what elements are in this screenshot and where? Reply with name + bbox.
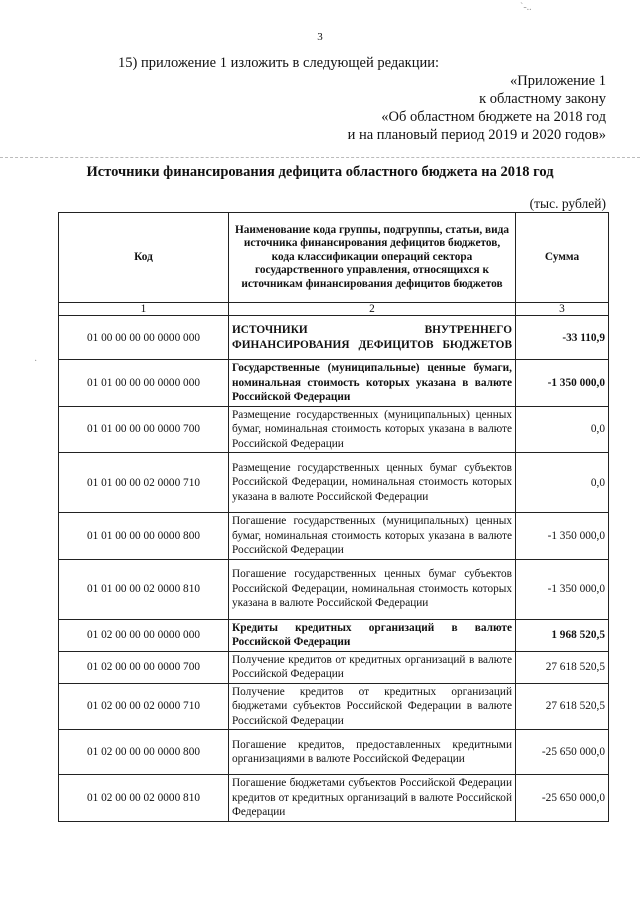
row-code: 01 01 00 00 02 0000 710 <box>59 453 229 513</box>
row-amount: 0,0 <box>516 453 609 513</box>
row-amount: -1 350 000,0 <box>516 360 609 407</box>
row-code: 01 02 00 00 02 0000 810 <box>59 775 229 822</box>
row-code: 01 00 00 00 00 0000 000 <box>59 316 229 360</box>
page-number: 3 <box>317 31 323 43</box>
table-row <box>59 316 609 360</box>
column-number: 2 <box>229 303 516 316</box>
row-amount: -1 350 000,0 <box>516 513 609 560</box>
row-name: Кредиты кредитных организаций в валюте Российской Федерации <box>229 619 516 651</box>
table-row <box>59 406 609 453</box>
row-code: 01 01 00 00 00 0000 800 <box>59 513 229 560</box>
intro-text: 15) приложение 1 изложить в следующей редакции: <box>118 55 440 71</box>
table-row <box>59 559 609 619</box>
row-name: Погашение государственных ценных бумаг субъектов Российской Федерации, номинальная стоимость которых указана в валюте Российской Федерации <box>229 559 516 619</box>
row-name: Получение кредитов от кредитных организаций бюджетами субъектов Российской Федерации в валюте Российской Федерации <box>229 683 516 730</box>
column-number: 1 <box>59 303 229 316</box>
table-row <box>59 619 609 651</box>
appendix-line: «Об областном бюджете на 2018 год <box>381 109 606 125</box>
column-number-row <box>59 303 609 316</box>
table-row <box>59 651 609 683</box>
row-amount: -25 650 000,0 <box>516 730 609 775</box>
row-code: 01 02 00 00 00 0000 800 <box>59 730 229 775</box>
scan-speck: ˋ-.. <box>520 2 532 13</box>
row-name: Погашение бюджетами субъектов Российской Федерации кредитов от кредитных организаций в валюте Российской Федерации <box>229 775 516 822</box>
table-row <box>59 513 609 560</box>
row-amount: 1 968 520,5 <box>516 619 609 651</box>
appendix-reference <box>348 72 606 144</box>
scan-divider <box>0 157 640 158</box>
table-header-row <box>59 213 609 303</box>
row-amount: 0,0 <box>516 406 609 453</box>
table-row <box>59 683 609 730</box>
row-code: 01 02 00 00 02 0000 710 <box>59 683 229 730</box>
row-name: ИСТОЧНИКИ ВНУТРЕННЕГО ФИНАНСИРОВАНИЯ ДЕФИЦИТОВ БЮДЖЕТОВ <box>229 316 516 360</box>
row-code: 01 01 00 00 02 0000 810 <box>59 559 229 619</box>
row-code: 01 01 00 00 00 0000 700 <box>59 406 229 453</box>
header-amount: Сумма <box>516 213 609 303</box>
scan-speck: · <box>34 356 38 367</box>
row-code: 01 01 00 00 00 0000 000 <box>59 360 229 407</box>
table-row <box>59 775 609 822</box>
header-name: Наименование кода группы, подгруппы, статьи, вида источника финансирования дефицитов бюджетов, кода классификации операций сектора государственного управления, относящихся к источникам финансирования дефицитов бюджетов <box>229 213 516 303</box>
units-label: (тыс. рублей) <box>529 196 606 211</box>
funding-sources-table <box>58 212 609 822</box>
header-code: Код <box>59 213 229 303</box>
row-amount: -25 650 000,0 <box>516 775 609 822</box>
row-name: Погашение кредитов, предоставленных кредитными организациями в валюте Российской Федерации <box>229 730 516 775</box>
row-code: 01 02 00 00 00 0000 700 <box>59 651 229 683</box>
appendix-line: к областному закону <box>479 91 606 107</box>
row-amount: -1 350 000,0 <box>516 559 609 619</box>
row-amount: -33 110,9 <box>516 316 609 360</box>
row-amount: 27 618 520,5 <box>516 683 609 730</box>
table-row <box>59 453 609 513</box>
appendix-line: «Приложение 1 <box>510 73 606 89</box>
row-name: Государственные (муниципальные) ценные бумаги, номинальная стоимость которых указана в валюте Российской Федерации <box>229 360 516 407</box>
document-title: Источники финансирования дефицита областного бюджета на 2018 год <box>86 164 554 180</box>
column-number: 3 <box>516 303 609 316</box>
row-amount: 27 618 520,5 <box>516 651 609 683</box>
appendix-line: и на плановый период 2019 и 2020 годов» <box>347 127 606 143</box>
row-name: Погашение государственных (муниципальных) ценных бумаг, номинальная стоимость которых указана в валюте Российской Федерации <box>229 513 516 560</box>
table-row <box>59 360 609 407</box>
row-code: 01 02 00 00 00 0000 000 <box>59 619 229 651</box>
row-name: Размещение государственных (муниципальных) ценных бумаг, номинальная стоимость которых указана в валюте Российской Федерации <box>229 406 516 453</box>
row-name: Размещение государственных ценных бумаг субъектов Российской Федерации, номинальная стоимость которых указана в валюте Российской Федерации <box>229 453 516 513</box>
table-row <box>59 730 609 775</box>
row-name: Получение кредитов от кредитных организаций в валюте Российской Федерации <box>229 651 516 683</box>
